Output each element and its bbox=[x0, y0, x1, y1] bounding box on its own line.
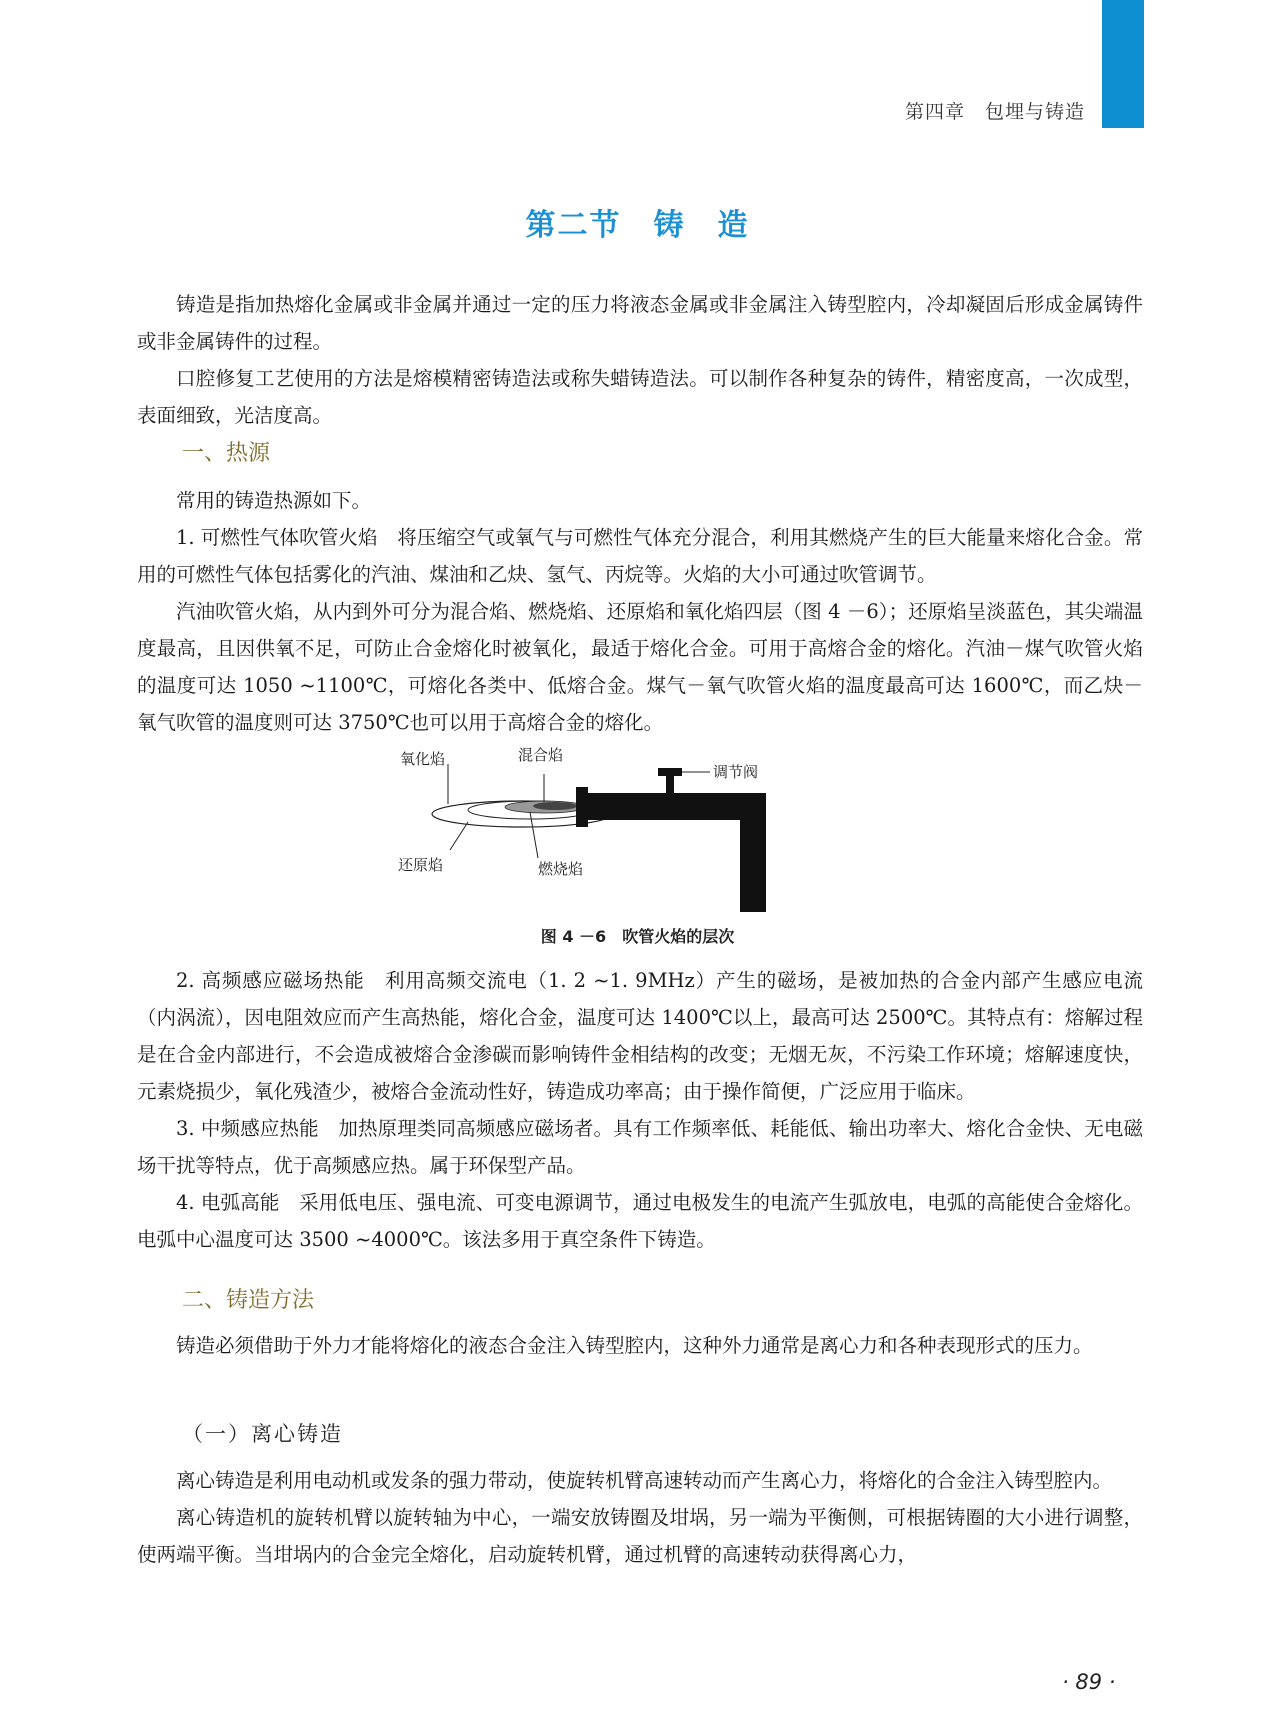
page-number: · 89 · bbox=[1062, 1670, 1116, 1694]
blowpipe-nozzle bbox=[576, 787, 588, 827]
blowpipe-diagram bbox=[398, 746, 860, 912]
chapter-side-tab bbox=[1102, 0, 1144, 128]
heading-casting-methods: 二、铸造方法 bbox=[182, 1288, 315, 1313]
heat-source-text bbox=[137, 482, 1143, 741]
intro-text bbox=[137, 286, 1143, 434]
paragraph: 离心铸造是利用电动机或发条的强力带动，使旋转机臂高速转动而产生离心力，将熔化的合金注入铸型腔内。 bbox=[176, 1469, 1113, 1492]
valve-stem bbox=[666, 774, 674, 794]
paragraph: 常用的铸造热源如下。 bbox=[176, 489, 372, 512]
paragraph: 3. 中频感应热能 加热原理类同高频感应磁场者。具有工作频率低、耗能低、输出功率大、熔化合金快、无电磁场干扰等特点，优于高频感应热。属于环保型产品。 bbox=[137, 1117, 1143, 1177]
section-title: 第二节 铸 造 bbox=[525, 208, 750, 243]
label-burning: 燃烧焰 bbox=[538, 860, 584, 878]
label-oxidizing: 氧化焰 bbox=[400, 750, 446, 768]
heading-centrifugal: （一）离心铸造 bbox=[182, 1422, 343, 1446]
heading-heat-source: 一、热源 bbox=[182, 441, 271, 466]
paragraph: 4. 电弧高能 采用低电压、强电流、可变电源调节，通过电极发生的电流产生弧放电，电弧的高能使合金熔化。电弧中心温度可达 3500 ~4000℃。该法多用于真空条件下铸造。 bbox=[137, 1191, 1143, 1251]
paragraph: 口腔修复工艺使用的方法是熔模精密铸造法或称失蜡铸造法。可以制作各种复杂的铸件，精密度高，一次成型，表面细致，光洁度高。 bbox=[137, 367, 1143, 427]
paragraph: 1. 可燃性气体吹管火焰 将压缩空气或氧气与可燃性气体充分混合，利用其燃烧产生的巨大能量来熔化合金。常用的可燃性气体包括雾化的汽油、煤油和乙炔、氢气、丙烷等。火焰的大小可通过吹管调节。 bbox=[137, 526, 1143, 586]
valve-knob bbox=[658, 768, 682, 776]
blowpipe-flame-figure bbox=[398, 746, 860, 912]
paragraph: 铸造必须借助于外力才能将熔化的液态合金注入铸型腔内，这种外力通常是离心力和各种表现形式的压力。 bbox=[176, 1334, 1093, 1357]
mixing-flame-layer bbox=[533, 802, 577, 810]
blowpipe-handle bbox=[738, 793, 766, 912]
label-valve: 调节阀 bbox=[713, 763, 759, 781]
paragraph: 离心铸造机的旋转机臂以旋转轴为中心，一端安放铸圈及坩埚，另一端为平衡侧，可根据铸圈的大小进行调整，使两端平衡。当坩埚内的合金完全熔化，启动旋转机臂，通过机臂的高速转动获得离心力， bbox=[137, 1506, 1143, 1566]
method-intro-text bbox=[137, 1327, 1143, 1364]
label-mixing: 混合焰 bbox=[518, 746, 564, 764]
running-head: 第四章 包埋与铸造 bbox=[904, 101, 1085, 123]
paragraph: 汽油吹管火焰，从内到外可分为混合焰、燃烧焰、还原焰和氧化焰四层（图 4 －6）；还原焰呈淡蓝色，其尖端温度最高，且因供氧不足，可防止合金熔化时被氧化，最适于熔化合金。可用于高熔合金的熔化。汽油－煤气吹管火焰的温度可达 1050 ~1100℃，可熔化各类中、低熔合金。煤气－氧气吹管火焰的温度最高可达 1600℃，而乙炔－氧气吹管的温度则可达 3750℃也可以用于高熔合金的熔化。 bbox=[137, 600, 1143, 734]
figure-caption: 图 4 －6 吹管火焰的层次 bbox=[540, 927, 735, 946]
heat-source-more-text bbox=[137, 962, 1143, 1258]
label-reducing: 还原焰 bbox=[398, 856, 444, 874]
paragraph: 铸造是指加热熔化金属或非金属并通过一定的压力将液态金属或非金属注入铸型腔内，冷却凝固后形成金属铸件或非金属铸件的过程。 bbox=[137, 293, 1143, 353]
centrifugal-text bbox=[137, 1462, 1143, 1573]
paragraph: 2. 高频感应磁场热能 利用高频交流电（1. 2 ~1. 9MHz）产生的磁场，是被加热的合金内部产生感应电流（内涡流），因电阻效应而产生高热能，熔化合金，温度可达 1400℃以上，最高可达 2500℃。其特点有：熔解过程是在合金内部进行，不会造成被熔合金渗碳而影响铸件金相结构的改变；无烟无灰，不污染工作环境；熔解速度快，元素烧损少，氧化残渣少，被熔合金流动性好，铸造成功率高；由于操作简便，广泛应用于临床。 bbox=[137, 969, 1143, 1103]
